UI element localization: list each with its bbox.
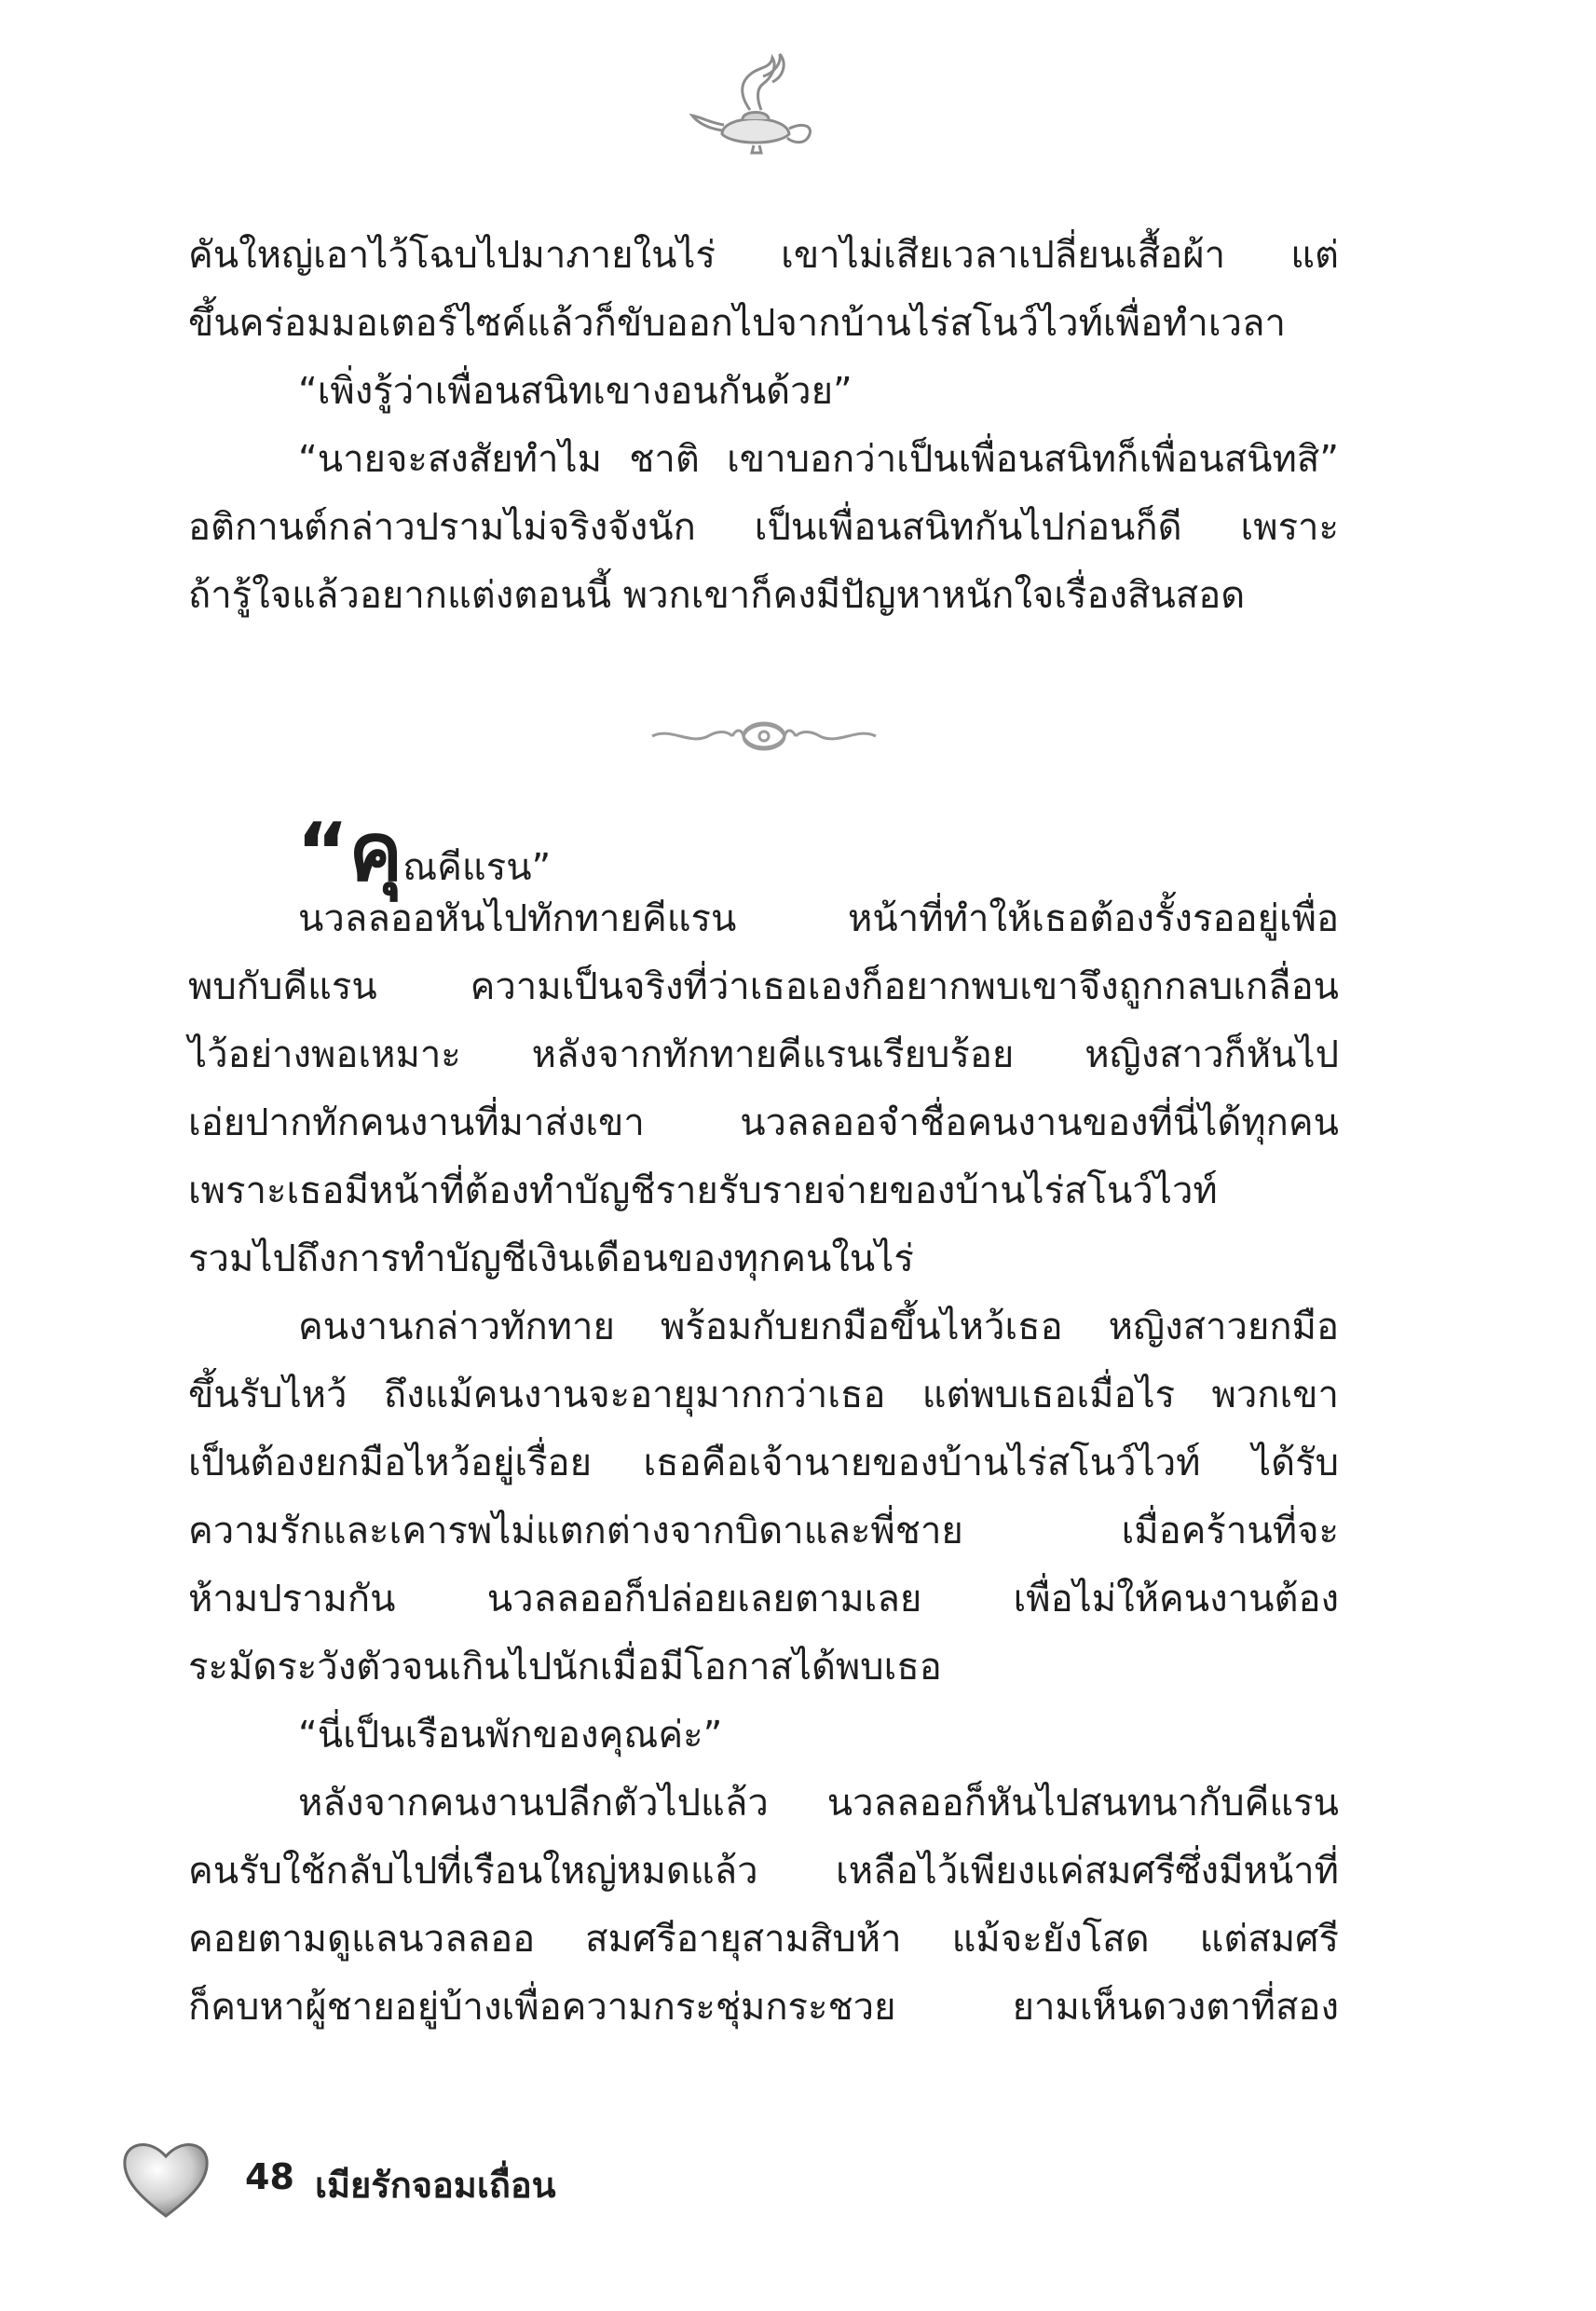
paragraph-block-main — [188, 885, 1339, 2042]
text-line: หลังจากคนงานปลีกตัวไปแล้ว นวลลออก็หันไปสนทนากับคีแรน — [298, 1782, 1339, 1825]
text-line: อติกานต์กล่าวปรามไม่จริงจังนัก เป็นเพื่อนสนิทกันไปก่อนก็ดี เพราะ — [188, 506, 1339, 549]
text-line: ถ้ารู้ใจแล้วอยากแต่งตอนนี้ พวกเขาก็คงมีปัญหาหนักใจเรื่องสินสอด — [188, 574, 1246, 617]
text-line: คันใหญ่เอาไว้โฉบไปมาภายในไร่ เขาไม่เสียเวลาเปลี่ยนเสื้อผ้า แต่ — [188, 234, 1339, 277]
text-line: นวลลออหันไปทักทายคีแรน หน้าที่ทำให้เธอต้องรั้งรออยู่เพื่อ — [298, 897, 1339, 940]
paragraph-block-top — [188, 222, 1339, 630]
text-line: ขึ้นรับไหว้ ถึงแม้คนงานจะอายุมากกว่าเธอ แต่พบเธอเมื่อไร พวกเขา — [188, 1374, 1339, 1416]
drop-cap: “คุ — [296, 806, 403, 899]
text-line: ระมัดระวังตัวจนเกินไปนักเมื่อมีโอกาสได้พบเธอ — [188, 1646, 942, 1689]
flourish-divider-icon — [643, 708, 885, 764]
book-title: เมียรักจอมเถื่อน — [315, 2165, 556, 2206]
text-line: “นี่เป็นเรือนพักของคุณค่ะ” — [298, 1714, 723, 1757]
genie-lamp-icon — [685, 48, 825, 158]
text-line: พบกับคีแรน ความเป็นจริงที่ว่าเธอเองก็อยากพบเขาจึงถูกกลบเกลื่อน — [188, 965, 1339, 1008]
page-number: 48 — [245, 2156, 294, 2197]
text-line: คนรับใช้กลับไปที่เรือนใหญ่หมดแล้ว เหลือไว้เพียงแค่สมศรีซึ่งมีหน้าที่ — [188, 1850, 1339, 1893]
opening-text: ณคีแรน” — [402, 846, 552, 889]
heart-icon — [119, 2134, 212, 2222]
text-line: ไว้อย่างพอเหมาะ หลังจากทักทายคีแรนเรียบร้อย หญิงสาวก็หันไป — [188, 1033, 1339, 1076]
text-line: คอยตามดูแลนวลลออ สมศรีอายุสามสิบห้า แม้จะยังโสด แต่สมศรี — [188, 1918, 1339, 1961]
text-line: ขึ้นคร่อมมอเตอร์ไซค์แล้วก็ขับออกไปจากบ้านไร่สโนว์ไวท์เพื่อทำเวลา — [188, 302, 1286, 345]
text-line: เอ่ยปากทักคนงานที่มาส่งเขา นวลลออจำชื่อคนงานของที่นี่ได้ทุกคน — [188, 1101, 1339, 1144]
text-line: ความรักและเคารพไม่แตกต่างจากบิดาและพี่ชาย เมื่อคร้านที่จะ — [188, 1510, 1339, 1552]
text-line: ก็คบหาผู้ชายอยู่บ้างเพื่อความกระชุ่มกระชวย ยามเห็นดวงตาที่สอง — [188, 1986, 1339, 2029]
text-line: เป็นต้องยกมือไหว้อยู่เรื่อย เธอคือเจ้านายของบ้านไร่สโนว์ไวท์ ได้รับ — [188, 1442, 1339, 1484]
text-line: “นายจะสงสัยทำไม ชาติ เขาบอกว่าเป็นเพื่อนสนิทก็เพื่อนสนิทสิ” — [298, 438, 1339, 481]
text-line: รวมไปถึงการทำบัญชีเงินเดือนของทุกคนในไร่ — [188, 1238, 914, 1280]
text-line: ห้ามปรามกัน นวลลออก็ปล่อยเลยตามเลย เพื่อไม่ให้คนงานต้อง — [188, 1578, 1339, 1620]
page-footer — [119, 2134, 771, 2236]
text-line: “เพิ่งรู้ว่าเพื่อนสนิทเขางอนกันด้วย” — [298, 370, 853, 413]
text-line: คนงานกล่าวทักทาย พร้อมกับยกมือขึ้นไหว้เธอ หญิงสาวยกมือ — [298, 1306, 1339, 1348]
text-line: เพราะเธอมีหน้าที่ต้องทำบัญชีรายรับรายจ่ายของบ้านไร่สโนว์ไวท์ — [188, 1169, 1218, 1212]
